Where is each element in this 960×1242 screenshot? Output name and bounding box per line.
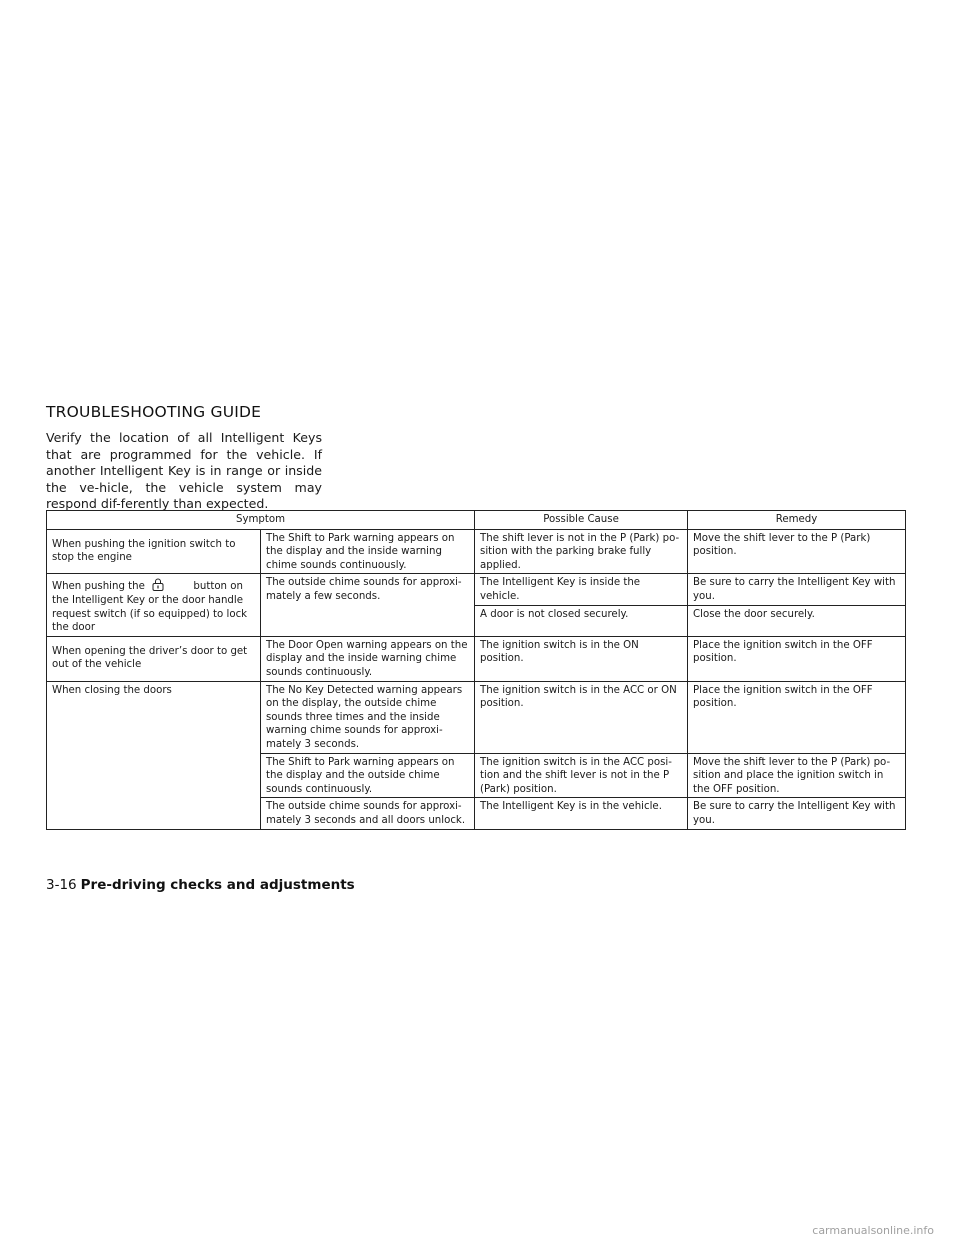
lock-button-icon xyxy=(152,578,164,591)
remedy-cell: Place the ignition switch in the OFF position. xyxy=(688,636,906,681)
symptom-cell xyxy=(47,574,261,636)
page-footer xyxy=(46,877,355,893)
symptom-text-post: button on the Intelligent Key or the door handle request switch (if so equipped) to lock the door xyxy=(52,581,248,634)
table-row xyxy=(47,681,906,753)
watermark: carmanualsonline.info xyxy=(812,1224,934,1237)
symptom-cell: When opening the driver’s door to get out of the vehicle xyxy=(47,636,261,681)
page-number: 3-16 xyxy=(46,877,77,893)
cause-cell: The Intelligent Key is inside the vehicle. xyxy=(475,574,688,605)
cause-cell: The ignition switch is in the ON position. xyxy=(475,636,688,681)
table-row xyxy=(47,529,906,574)
condition-cell: The outside chime sounds for approxi-mately a few seconds. xyxy=(261,574,475,636)
remedy-cell: Place the ignition switch in the OFF position. xyxy=(688,681,906,753)
symptom-cell: When closing the doors xyxy=(47,681,261,829)
condition-cell: The outside chime sounds for approxi-mately 3 seconds and all doors unlock. xyxy=(261,798,475,829)
cause-cell: The shift lever is not in the P (Park) po-sition with the parking brake fully applied. xyxy=(475,529,688,574)
section-title: Pre-driving checks and adjustments xyxy=(80,877,355,893)
remedy-cell: Be sure to carry the Intelligent Key with you. xyxy=(688,798,906,829)
intro-paragraph: Verify the location of all Intelligent Keys that are programmed for the vehicle. If another Intelligent Key is in range or inside the ve-hicle, the vehicle system may respond dif-ferently than expected. xyxy=(46,430,322,512)
symptom-cell: When pushing the ignition switch to stop the engine xyxy=(47,529,261,574)
cause-cell: The Intelligent Key is in the vehicle. xyxy=(475,798,688,829)
table-row xyxy=(47,636,906,681)
condition-cell: The No Key Detected warning appears on the display, the outside chime sounds three times and the inside warning chime sounds for approxi-mately 3 seconds. xyxy=(261,681,475,753)
header-remedy: Remedy xyxy=(688,511,906,530)
remedy-cell: Move the shift lever to the P (Park) po-sition and place the ignition switch in the OFF position. xyxy=(688,753,906,798)
table-row xyxy=(47,574,906,605)
condition-cell: The Door Open warning appears on the display and the inside warning chime sounds continuously. xyxy=(261,636,475,681)
remedy-cell: Close the door securely. xyxy=(688,605,906,636)
table-header-row xyxy=(47,511,906,530)
header-possible-cause: Possible Cause xyxy=(475,511,688,530)
remedy-cell: Be sure to carry the Intelligent Key with you. xyxy=(688,574,906,605)
condition-cell: The Shift to Park warning appears on the display and the outside chime sounds continuously. xyxy=(261,753,475,798)
symptom-text-pre: When pushing the xyxy=(52,581,145,593)
section-heading: TROUBLESHOOTING GUIDE xyxy=(46,403,262,421)
remedy-cell: Move the shift lever to the P (Park) position. xyxy=(688,529,906,574)
cause-cell: A door is not closed securely. xyxy=(475,605,688,636)
header-symptom: Symptom xyxy=(47,511,475,530)
troubleshooting-table xyxy=(46,510,906,830)
cause-cell: The ignition switch is in the ACC posi-tion and the shift lever is not in the P (Park) position. xyxy=(475,753,688,798)
condition-cell: The Shift to Park warning appears on the display and the inside warning chime sounds continuously. xyxy=(261,529,475,574)
cause-cell: The ignition switch is in the ACC or ON position. xyxy=(475,681,688,753)
